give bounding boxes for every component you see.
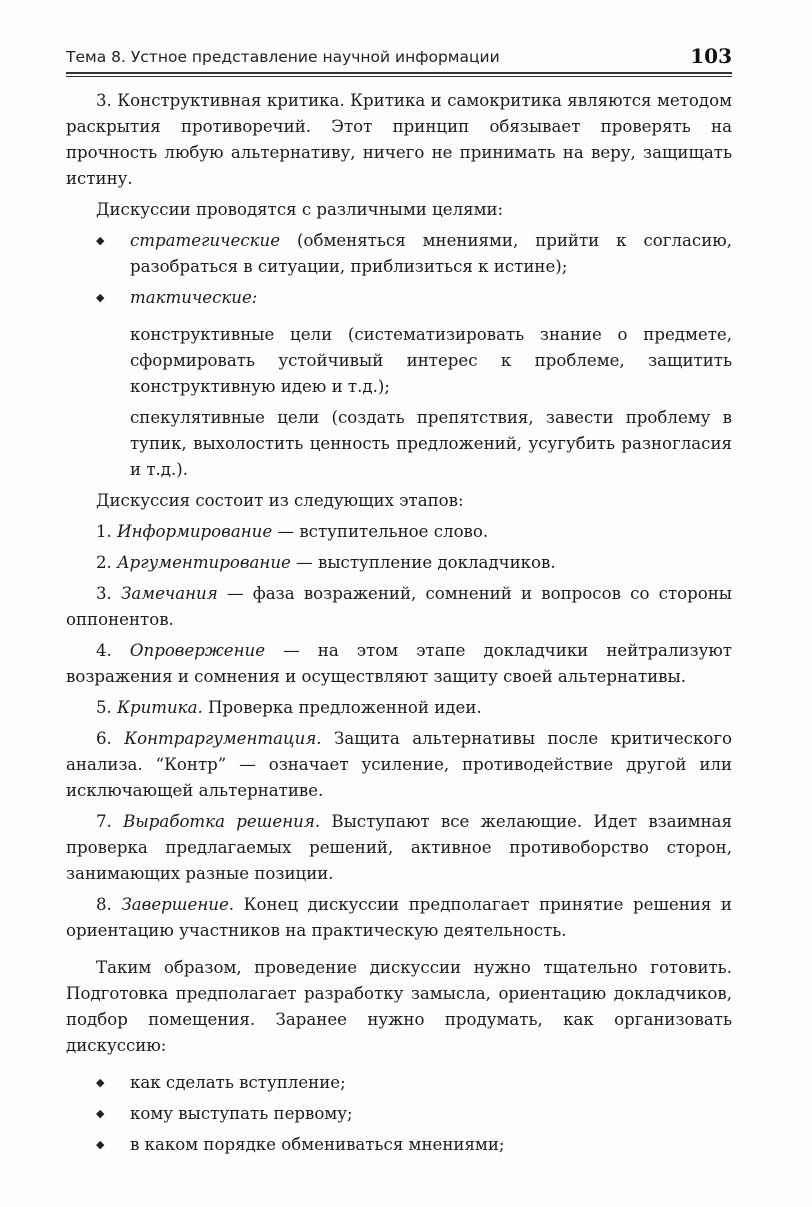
paragraph-constructive-criticism: 3. Конструктивная критика. Критика и самокритика являются методом раскрытия противоречий. Этот принцип обязывает проверять на прочность любую альтернативу, ничего не принимать на веру, защищать истину. <box>66 91 732 188</box>
stage-item <box>66 581 732 633</box>
stage-text: Конец дискуссии предполагает принятие решения и ориентацию участников на практическую деятельность. <box>66 895 732 940</box>
term-strategic: стратегические <box>130 231 281 250</box>
stage-term: Критика. <box>117 698 203 717</box>
page-header <box>66 44 732 70</box>
stage-number: 6. <box>96 729 125 748</box>
stage-text: — фаза возражений, сомнений и вопросов со стороны оппонентов. <box>66 584 733 629</box>
paragraph-discussion-goals: Дискуссии проводятся с различными целями: <box>96 200 504 219</box>
page-body <box>66 88 732 1163</box>
term-tactical: тактические: <box>130 288 258 307</box>
stage-item <box>66 695 732 721</box>
stage-item <box>66 550 732 576</box>
stage-term: Завершение. <box>121 895 235 914</box>
stage-text: Выступают все желающие. Идет взаимная проверка предлагаемых решений, активное противоборство сторон, занимающих разные позиции. <box>66 812 732 883</box>
stage-term: Замечания <box>121 584 218 603</box>
stage-term: Информирование <box>117 522 273 541</box>
diamond-bullet-icon: ◆ <box>96 234 105 247</box>
stage-term: Аргументирование <box>117 553 291 572</box>
stage-item <box>66 519 732 545</box>
stage-text: — выступление докладчиков. <box>290 553 556 572</box>
list-item-question <box>96 1101 732 1127</box>
paragraph-speculative-goals: спекулятивные цели (создать препятствия, завести проблему в тупик, выхолостить ценность предложений, усугубить разногласия и т.д.). <box>130 408 732 479</box>
stage-item <box>66 638 732 690</box>
stage-item <box>66 892 732 944</box>
stage-number: 1. <box>96 522 118 541</box>
stage-text: — вступительное слово. <box>272 522 489 541</box>
header-rule-thick <box>66 72 732 74</box>
list-item-strategic <box>96 228 732 280</box>
stage-text: Защита альтернативы после критического анализа. “Контр” — означает усиление, противодействие другой или исключающей альтернативе. <box>66 729 733 800</box>
stage-number: 7. <box>96 812 124 831</box>
stage-text: Проверка предложенной идеи. <box>202 698 482 717</box>
stage-text: — на этом этапе докладчики нейтрализуют возражения и сомнения и осуществляют защиту своей альтернативы. <box>66 641 732 686</box>
stage-term: Выработка решения. <box>123 812 321 831</box>
text-strategic: (обменяться мнениями, прийти к согласию, разобраться в ситуации, приблизиться к истине); <box>130 231 732 276</box>
stage-number: 2. <box>96 553 118 572</box>
diamond-bullet-icon: ◆ <box>96 1107 105 1120</box>
diamond-bullet-icon: ◆ <box>96 291 105 304</box>
page-number: 103 <box>690 44 732 68</box>
stage-item <box>66 809 732 887</box>
question-text: в каком порядке обмениваться мнениями; <box>130 1135 505 1154</box>
question-text: кому выступать первому; <box>130 1104 353 1123</box>
stage-number: 5. <box>96 698 118 717</box>
running-head: Тема 8. Устное представление научной информации <box>66 48 500 66</box>
stage-number: 8. <box>96 895 122 914</box>
stage-number: 4. <box>96 641 130 660</box>
header-rule-thin <box>66 76 732 77</box>
stage-item <box>66 726 732 804</box>
diamond-bullet-icon: ◆ <box>96 1138 105 1151</box>
paragraph-constructive-goals: конструктивные цели (систематизировать знание о предмете, сформировать устойчивый интерес к проблеме, защитить конструктивную идею и т.д.); <box>130 325 732 396</box>
stage-term: Опровержение <box>129 641 266 660</box>
paragraph-stages-intro: Дискуссия состоит из следующих этапов: <box>96 491 464 510</box>
list-item-question <box>96 1132 732 1158</box>
paragraph-preparation: Таким образом, проведение дискуссии нужно тщательно готовить. Подготовка предполагает разработку замысла, ориентацию докладчиков, подбор помещения. Заранее нужно продумать, как организовать дискуссию: <box>66 958 732 1055</box>
stage-number: 3. <box>96 584 122 603</box>
diamond-bullet-icon: ◆ <box>96 1076 105 1089</box>
list-item-question <box>96 1070 732 1096</box>
stage-term: Контраргументация. <box>124 729 322 748</box>
question-text: как сделать вступление; <box>130 1073 346 1092</box>
list-item-tactical <box>96 285 732 311</box>
